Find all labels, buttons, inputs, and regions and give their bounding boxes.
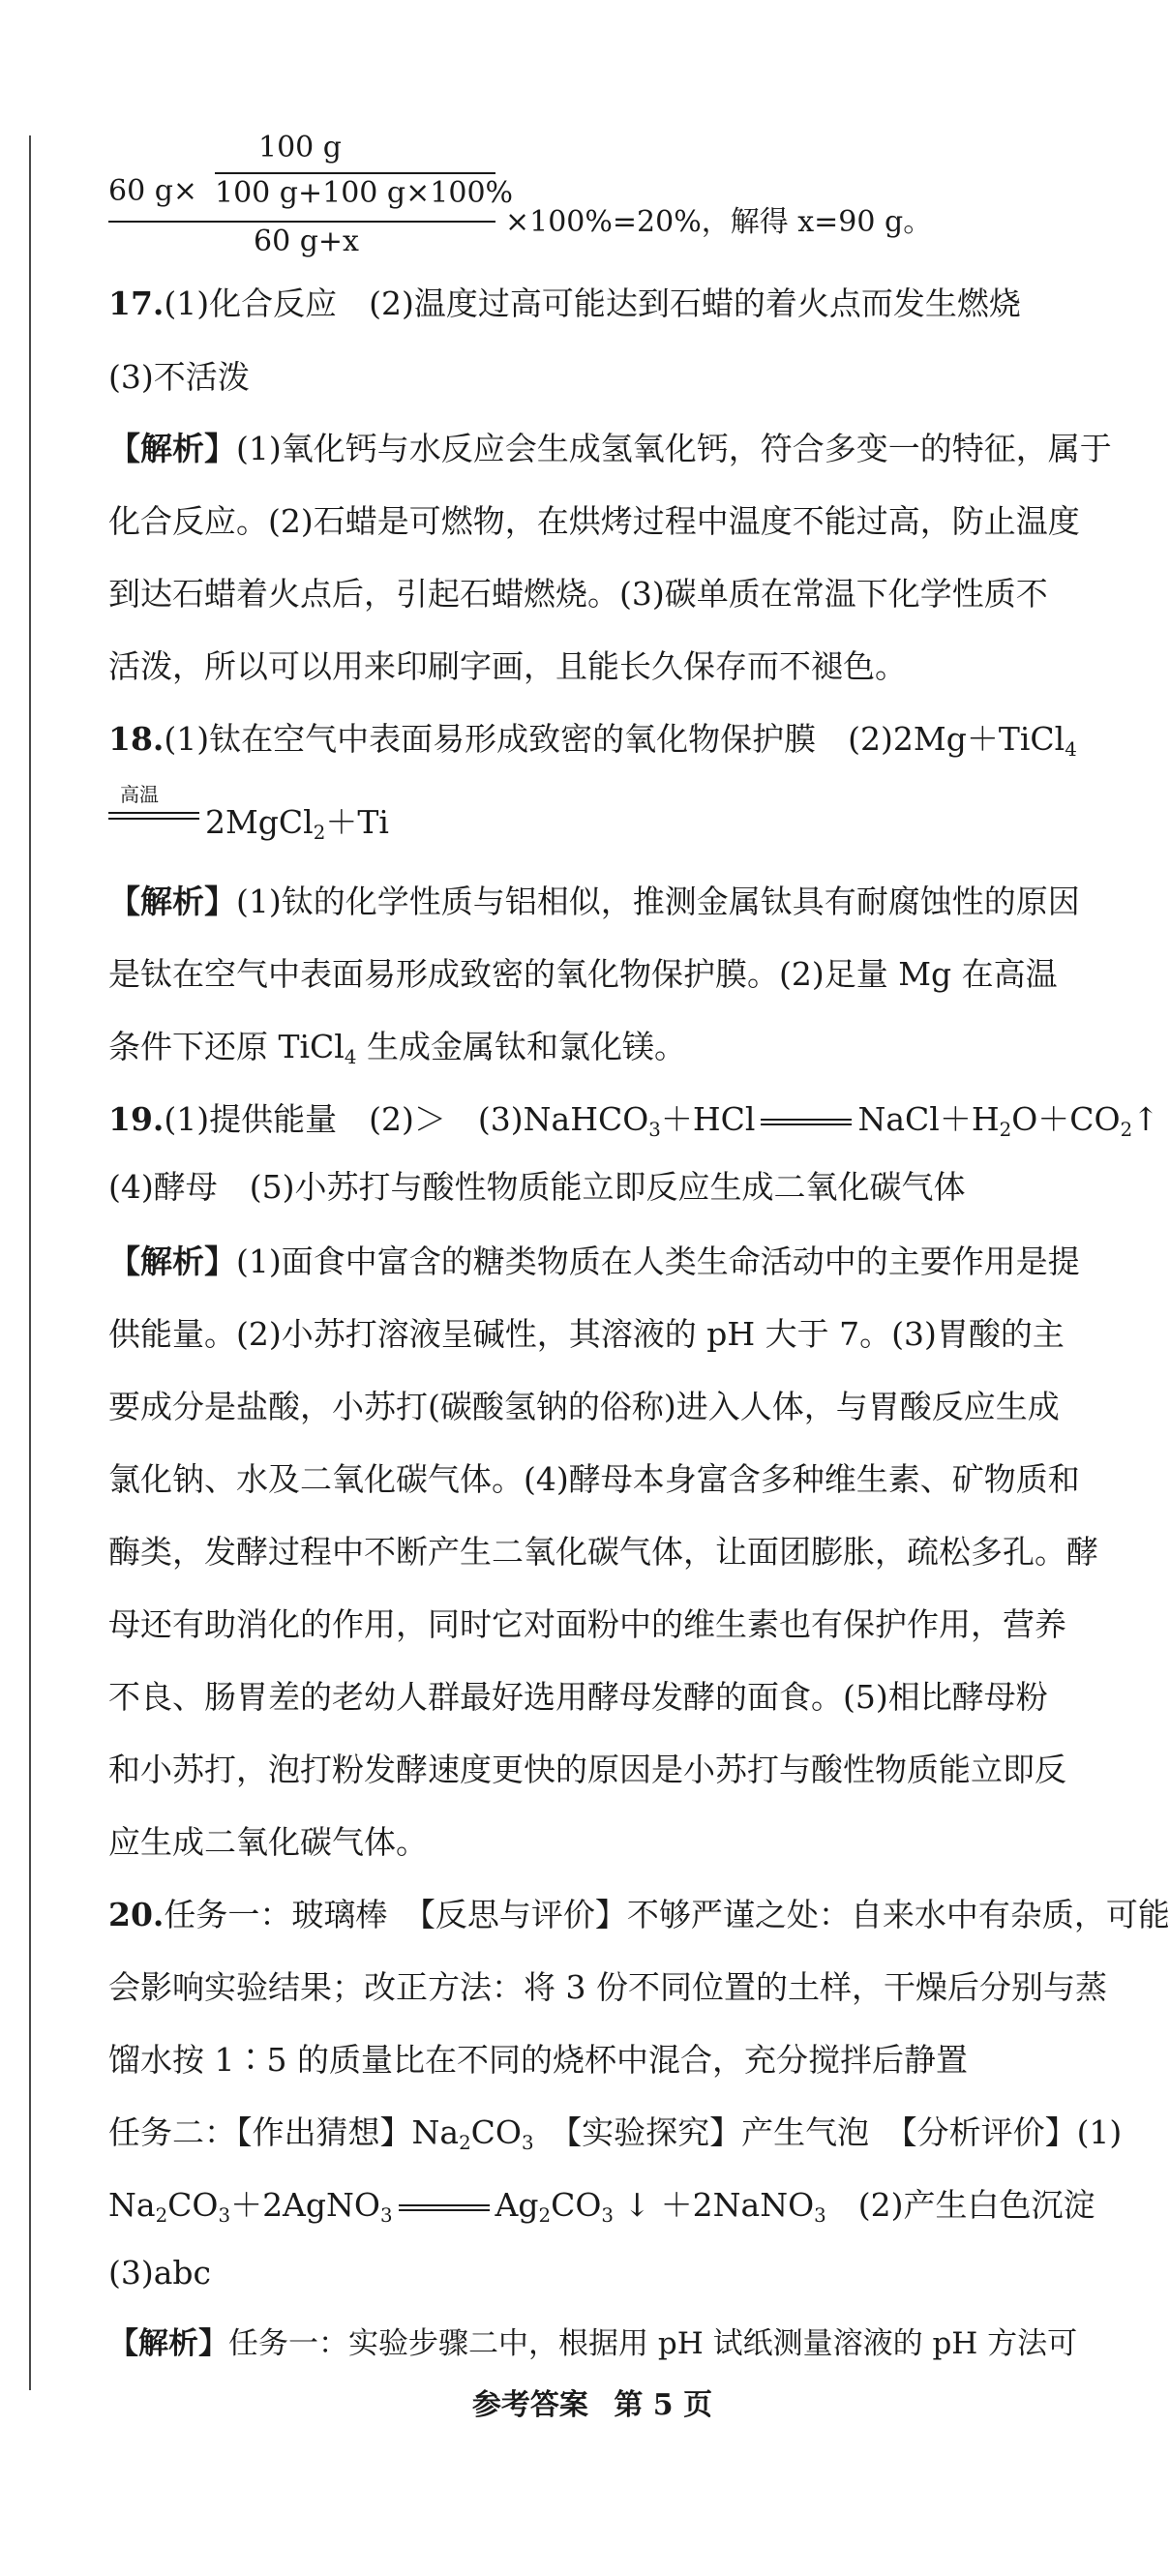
q18-answer-line2: 2MgCl$_2$＋Ti (205, 803, 389, 844)
q19-answer-line2: (4)酵母 (5)小苏打与酸性物质能立即反应生成二氧化碳气体 (108, 1168, 966, 1206)
q19-explanation-line3: 要成分是盐酸，小苏打(碳酸氢钠的俗称)进入人体，与胃酸反应生成 (108, 1388, 1060, 1425)
q17-explanation-line4: 活泼，所以可以用来印刷字画，且能长久保存而不褪色。 (108, 647, 907, 685)
q17-answer-line2: (3)不活泼 (108, 358, 250, 396)
footer-label: 参考答案 (471, 2388, 588, 2422)
q17-explanation-line2: 化合反应。(2)石蜡是可燃物，在烘烤过程中温度不能过高，防止温度 (108, 502, 1080, 540)
q17-explanation-line1: 【解析】(1)氧化钙与水反应会生成氢氧化钙，符合多变一的特征，属于 (108, 430, 1112, 467)
inner-denominator: 100 g+100 g×100% (215, 176, 514, 210)
q19-explanation-line4: 氯化钠、水及二氧化碳气体。(4)酵母本身富含多种维生素、矿物质和 (108, 1460, 1080, 1498)
q19-explanation-line2: 供能量。(2)小苏打溶液呈碱性，其溶液的 pH 大于 7。(3)胃酸的主 (108, 1315, 1065, 1353)
q18-explanation-line2: 是钛在空气中表面易形成致密的氧化物保护膜。(2)足量 Mg 在高温 (108, 955, 1058, 993)
q18-explanation-line1: 【解析】(1)钛的化学性质与铝相似，推测金属钛具有耐腐蚀性的原因 (108, 883, 1080, 920)
q17-explanation-line3: 到达石蜡着火点后，引起石蜡燃烧。(3)碳单质在常温下化学性质不 (108, 575, 1048, 613)
q19-explanation-line7: 不良、肠胃差的老幼人群最好选用酵母发酵的面食。(5)相比酵母粉 (108, 1678, 1048, 1716)
margin-rule (29, 135, 31, 2390)
q19-explanation-line6: 母还有助消化的作用，同时它对面粉中的维生素也有保护作用，营养 (108, 1605, 1066, 1643)
q18-explanation-line3: 条件下还原 TiCl$_4$ 生成金属钛和氯化镁。 (108, 1028, 686, 1068)
q20-explanation-line1: 【解析】任务一：实验步骤二中，根据用 pH 试纸测量溶液的 pH 方法可 (108, 2326, 1078, 2361)
q19-answer-line1: 19.(1)提供能量 (2)＞ (3)NaHCO$_3$＋HCl $NaCl+H_2O+CO_2↑$ (108, 1100, 1159, 1141)
fraction-result: ×100%=20%，解得 x=90 g。 (505, 205, 933, 239)
inner-numerator: 100 g (258, 131, 343, 165)
equals-sign (761, 1116, 852, 1128)
outer-left: 60 g× (108, 174, 198, 208)
q18-answer-line1: 18.(1)钛在空气中表面易形成致密的氧化物保护膜 (2)2Mg＋TiCl$_4$ (108, 720, 1077, 761)
equals-sign (399, 2202, 490, 2214)
page-number: 第 5 页 (614, 2388, 713, 2422)
q20-answer-line1: 20.任务一：玻璃棒 【反思与评价】不够严谨之处：自来水中有杂质，可能 (108, 1896, 1170, 1933)
q20-answer-line5: $Na_2CO_3+2AgNO_3$ $Ag_2CO_3$ ↓ ＋2NaNO$_3$ (2)产生白色沉淀 (108, 2186, 1095, 2227)
page-footer (108, 2381, 1076, 2423)
q20-answer-line4: 任务二：【作出猜想】$Na_2CO_3$ 【实验探究】产生气泡 【分析评价】(1) (108, 2113, 1123, 2154)
q19-explanation-line1: 【解析】(1)面食中富含的糖类物质在人类生命活动中的主要作用是提 (108, 1243, 1080, 1280)
q19-explanation-line8: 和小苏打，泡打粉发酵速度更快的原因是小苏打与酸性物质能立即反 (108, 1751, 1066, 1788)
gas-arrow-icon: ↑ (1132, 1100, 1159, 1138)
q20-answer-line2: 会影响实验结果；改正方法：将 3 份不同位置的土样，干燥后分别与蒸 (108, 1968, 1107, 2006)
q19-explanation-line5: 酶类，发酵过程中不断产生二氧化碳气体，让面团膨胀，疏松多孔。酵 (108, 1533, 1098, 1571)
inner-fraction-bar (215, 172, 495, 174)
q17-answer-line1: 17.(1)化合反应 (2)温度过高可能达到石蜡的着火点而发生燃烧 (108, 285, 1021, 322)
q20-answer-line3: 馏水按 1∶5 的质量比在不同的烧杯中混合，充分搅拌后静置 (108, 2041, 968, 2079)
equals-sign (108, 812, 199, 824)
outer-fraction-bar (108, 221, 495, 223)
outer-denominator: 60 g+x (254, 225, 359, 258)
q20-answer-line6: (3)abc (108, 2254, 212, 2291)
q19-explanation-line9: 应生成二氧化碳气体。 (108, 1823, 428, 1861)
